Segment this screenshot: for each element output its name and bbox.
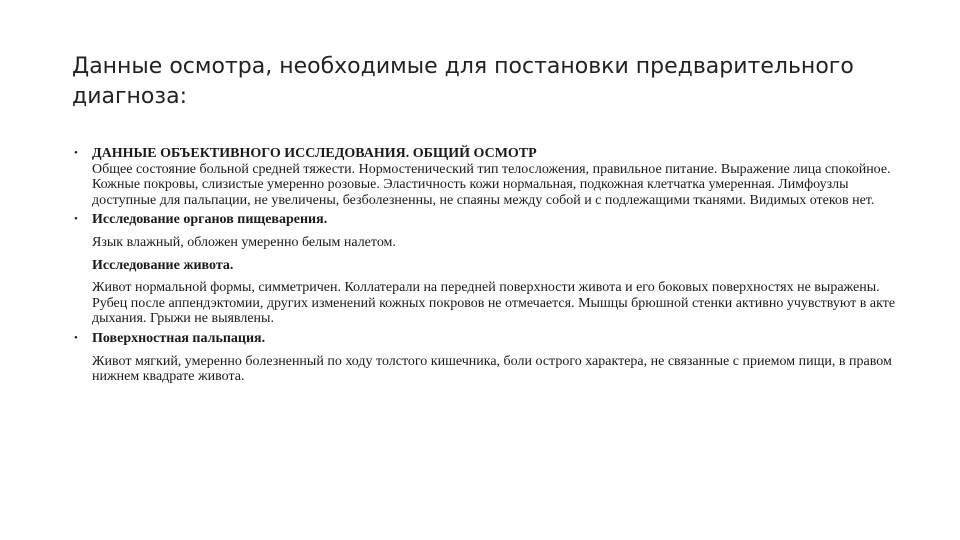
slide-title: Данные осмотра, необходимые для постановки предварительного диагноза: [72,54,854,109]
palpation-text: Живот мягкий, умеренно болезненный по ходу толстого кишечника, боли острого характера, не связанные с приемом пищи, в правом нижнем квадрате живота. [92,353,892,385]
bullet-text [92,146,902,208]
bullet-item-digestion [72,212,902,228]
bullet-text [92,331,902,347]
paragraph-palpation [72,354,902,385]
objective-heading: ДАННЫЕ ОБЪЕКТИВНОГО ИССЛЕДОВАНИЯ [92,146,406,161]
abdomen-heading: Исследование живота. [92,257,234,273]
bullet-marker: • [74,213,78,226]
paragraph-abdomen-heading [72,258,902,274]
bullet-text [92,212,902,228]
bullet-marker: • [74,331,78,344]
palpation-heading: Поверхностная пальпация. [92,330,266,346]
digestion-text: Язык влажный, обложен умеренно белым налетом. [92,234,396,250]
bullet-marker: • [74,147,78,159]
digestion-heading: Исследование органов пищеварения. [92,212,328,228]
bullet-item-objective [72,146,902,208]
slide-content [72,146,902,385]
bullet-item-palpation [72,331,902,347]
paragraph-digestion [72,235,902,251]
objective-text: Общее состояние больной средней тяжести. Нормостенический тип телосложения, правильное питание. Выражение лица спокойное. Кожные покровы, слизистые умеренно розовые. Эластичность кожи нормальная, подкожная клетчатка умеренная. Лимфоузлы доступные для пальпации, не увеличены, безболезненны, не спаяны между собой и с подлежащими тканями. Видимых отеков нет. [92,161,891,208]
abdomen-text: Живот нормальной формы, симметричен. Коллатерали на передней поверхности живота и его боковых поверхностях не выражены. Рубец после аппендэктомии, других изменений кожных покровов не отмечается. Мышцы брюшной стенки активно учувствуют в акте дыхания. Грыжи не выявлены. [92,280,896,327]
paragraph-abdomen [72,280,902,327]
objective-heading-separator: . ОБЩИЙ ОСМОТР [405,146,537,161]
